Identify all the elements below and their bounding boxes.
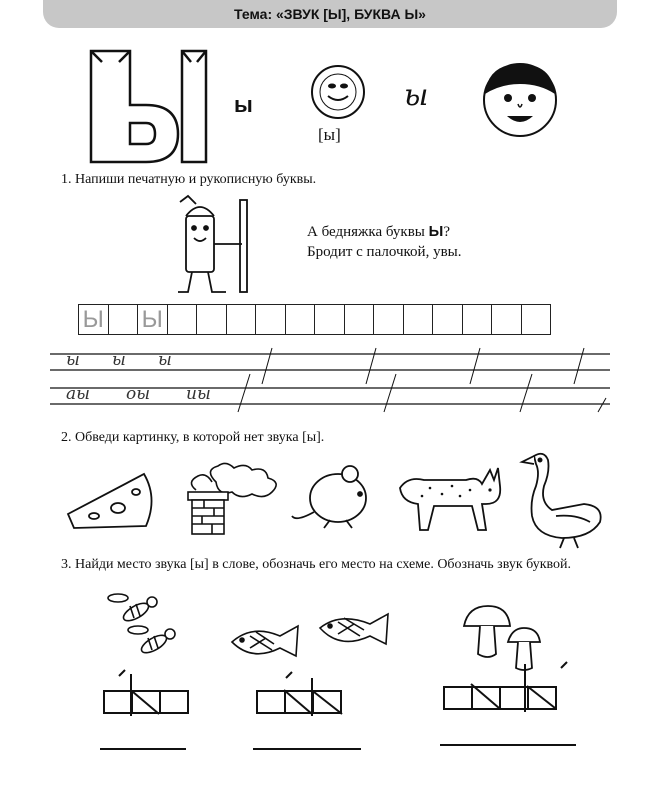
task1-text: 1. Напиши печатную и рукописную буквы. [61,172,317,187]
trace-cell[interactable] [373,304,404,335]
trace-cell[interactable] [108,304,139,335]
trace-cell[interactable] [344,304,375,335]
topic-title: Тема: «ЗВУК [Ы], БУКВА Ы» [234,6,426,22]
trace-cell[interactable]: Ы [137,304,168,335]
script-letter-small: ы [404,78,429,113]
big-letter-yery [88,48,210,166]
task2-text: 2. Обведи картинку, в которой нет звука [ы]. [61,430,325,445]
cursive-sample: ы [158,350,172,370]
goose-picture[interactable] [514,450,608,550]
trace-cell[interactable] [255,304,286,335]
trace-cell[interactable] [167,304,198,335]
cursive-writing-lines[interactable] [50,346,610,418]
scheme-marks [103,672,193,716]
trace-cell[interactable] [285,304,316,335]
trace-cell[interactable] [403,304,434,335]
smile-face-icon [310,64,366,120]
boy-face-icon [480,58,560,138]
trace-cell[interactable] [491,304,522,335]
cursive-sample: аы [66,384,90,404]
trace-cell[interactable]: Ы [78,304,109,335]
chimney-smoke-picture[interactable] [176,460,288,536]
scheme-marks [256,672,346,716]
sound-label: [ы] [318,125,341,144]
answer-line[interactable] [253,748,361,750]
lynx-picture[interactable] [394,460,504,536]
cheese-picture[interactable] [64,470,160,532]
mouse-picture[interactable] [290,464,378,532]
cursive-sample: ы [112,350,126,370]
fish-picture[interactable] [226,612,402,670]
trace-cell[interactable] [521,304,552,335]
poem-line1: А бедняжка буквы Ы? [307,223,450,240]
trace-cell[interactable] [196,304,227,335]
cursive-sample: оы [126,384,151,404]
poem-line2: Бродит с палочкой, увы. [307,244,462,260]
trace-cell[interactable] [226,304,257,335]
answer-line[interactable] [100,748,186,750]
cursive-sample: ы [66,350,80,370]
letter-character-with-stick-illustration [172,194,264,298]
wasps-picture[interactable] [104,588,188,666]
print-tracing-cells[interactable] [78,304,551,335]
answer-line[interactable] [440,744,576,746]
trace-cell[interactable] [432,304,463,335]
trace-cell[interactable] [314,304,345,335]
print-letter-small: ы [234,92,253,117]
cursive-sample: иы [186,384,211,404]
poem [307,222,461,262]
task3-text: 3. Найди место звука [ы] в слове, обозначь его место на схеме. Обозначь звук буквой. [61,557,572,572]
trace-cell[interactable] [462,304,493,335]
topic-header [43,0,617,28]
scheme-marks [443,662,583,712]
